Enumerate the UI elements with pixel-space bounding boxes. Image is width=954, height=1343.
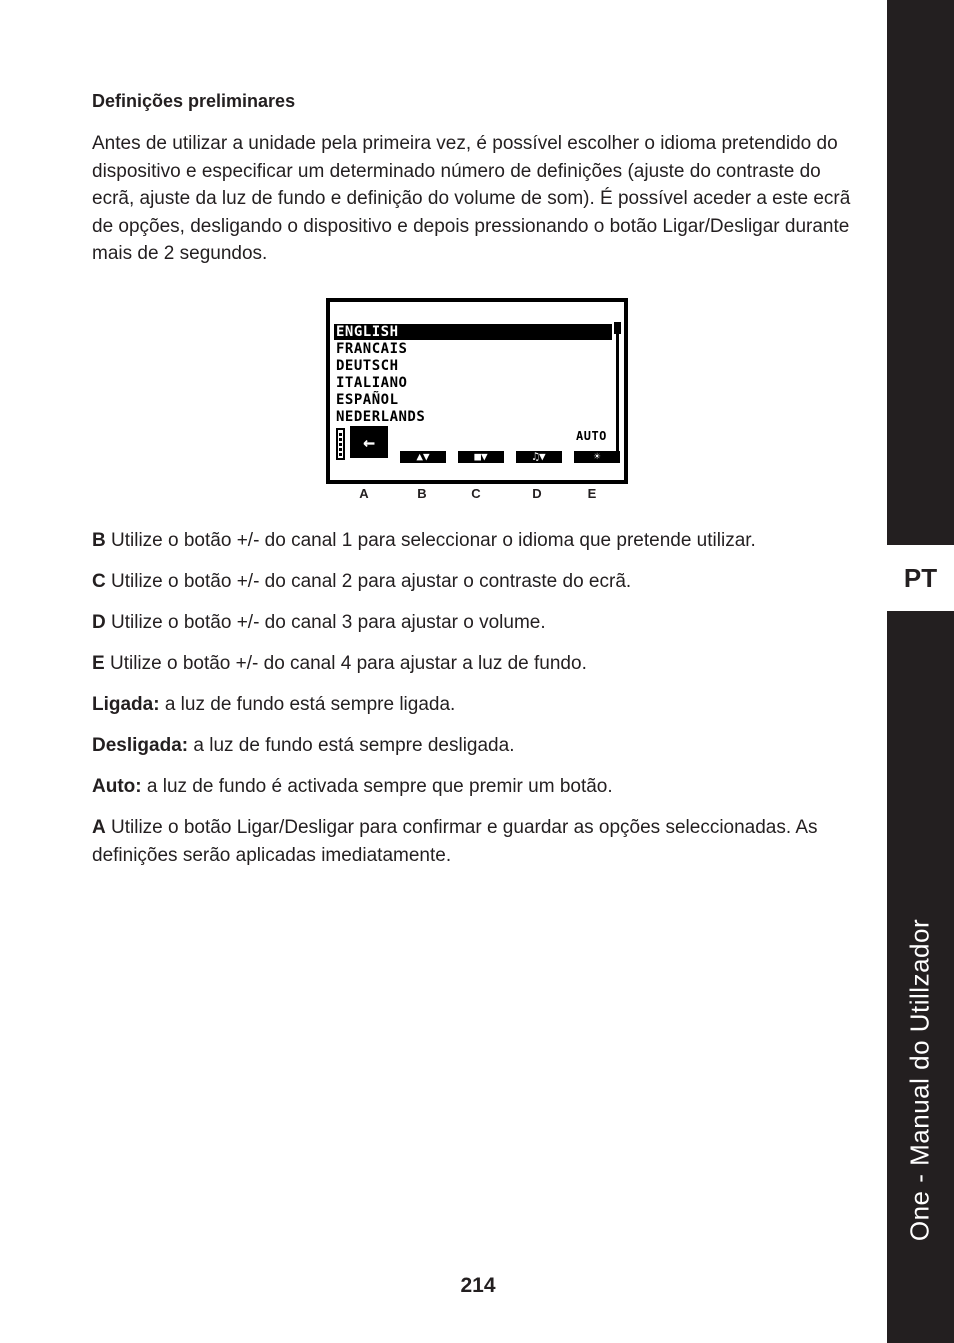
instructions-list xyxy=(92,527,862,883)
scrollbar-thumb xyxy=(614,322,621,334)
section-heading: Definições preliminares xyxy=(92,91,296,111)
softkey-contrast-icon: ■▼ xyxy=(458,451,504,463)
instruction-a: A Utilize o botão Ligar/Desligar para confirmar e guardar as opções seleccionadas. As definições serão aplicadas imediatamente. xyxy=(92,817,818,866)
softkey-volume-icon: ♫▼ xyxy=(516,451,562,463)
lcd-screen xyxy=(326,298,628,484)
button-letters xyxy=(326,486,628,506)
backlight-on: Ligada: a luz de fundo está sempre ligada. xyxy=(92,694,456,715)
language-option: ITALIANO xyxy=(336,375,408,391)
instruction-c: C Utilize o botão +/- do canal 2 para ajustar o contraste do ecrã. xyxy=(92,571,632,592)
intro-paragraph: Antes de utilizar a unidade pela primeira vez, é possível escolher o idioma pretendido do dispositivo e especificar um determinado número de definições (ajuste do contraste do ecrã, ajuste da luz de fundo e definição do volume de som). É possível aceder a este ecrã de opções, desligando o dispositivo e depois pressionando o botão Ligar/Desligar durante mais de 2 segundos. xyxy=(92,133,851,264)
sidebar-top xyxy=(887,0,954,545)
language-option: ENGLISH xyxy=(334,324,612,340)
auto-label: AUTO xyxy=(576,429,607,443)
button-letter: A xyxy=(359,486,369,501)
scrollbar-track xyxy=(616,322,619,454)
button-letter: E xyxy=(587,486,597,501)
button-letter: D xyxy=(532,486,542,501)
button-letter: B xyxy=(417,486,427,501)
language-option: DEUTSCH xyxy=(336,358,399,374)
language-tab: PT xyxy=(903,562,938,593)
language-option: NEDERLANDS xyxy=(336,409,426,425)
language-option: FRANCAIS xyxy=(336,341,408,357)
language-option: ESPAÑOL xyxy=(336,392,399,408)
section xyxy=(92,88,862,268)
instruction-b: B Utilize o botão +/- do canal 1 para seleccionar o idioma que pretende utilizar. xyxy=(92,530,756,551)
backlight-auto: Auto: a luz de fundo é activada sempre que premir um botão. xyxy=(92,776,613,797)
backlight-off: Desligada: a luz de fundo está sempre desligada. xyxy=(92,735,515,756)
instruction-e: E Utilize o botão +/- do canal 4 para ajustar a luz de fundo. xyxy=(92,653,587,674)
page-number: 214 xyxy=(460,1274,496,1297)
button-letter: C xyxy=(471,486,481,501)
lcd-illustration xyxy=(326,298,628,501)
softkey-up-down-icon: ▲▼ xyxy=(400,451,446,463)
softkey-backlight-icon: ☀ xyxy=(574,451,620,463)
manual-title: One - Manual do Utillzador xyxy=(904,918,935,1242)
battery-icon xyxy=(336,428,345,460)
back-arrow-icon: ← xyxy=(350,426,388,458)
instruction-d: D Utilize o botão +/- do canal 3 para ajustar o volume. xyxy=(92,612,546,633)
